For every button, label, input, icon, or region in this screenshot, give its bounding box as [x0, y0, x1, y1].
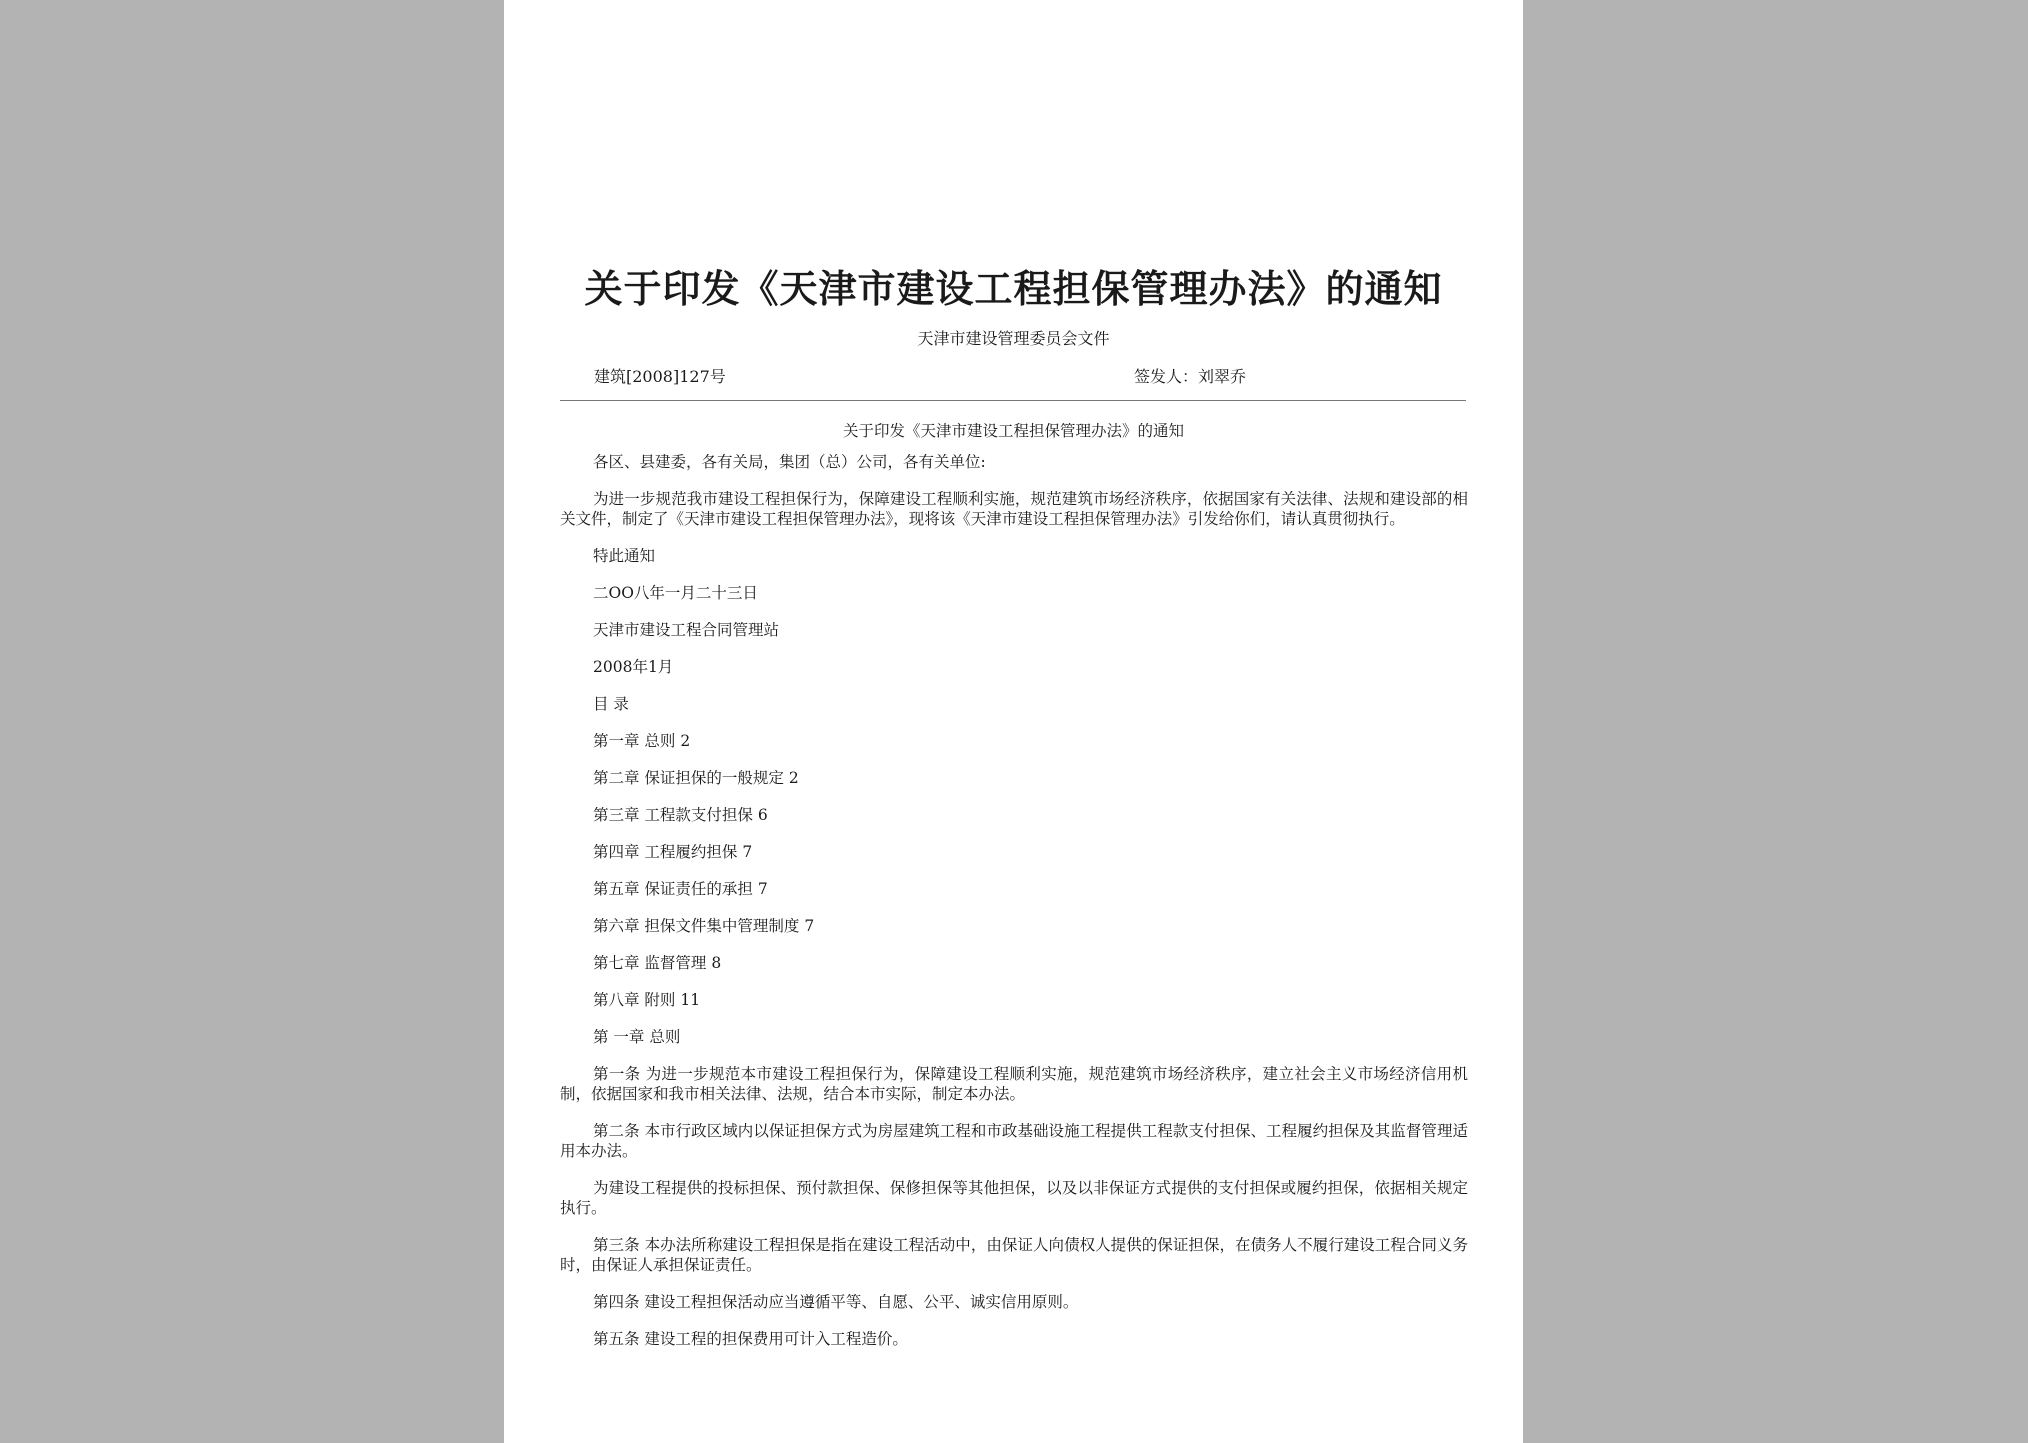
- toc-item: 第七章 监督管理 8: [593, 954, 722, 972]
- chapter-heading: 第 一章 总则: [593, 1028, 681, 1046]
- toc-item: 第一章 总则 2: [593, 732, 691, 750]
- article-paragraph: 第五条 建设工程的担保费用可计入工程造价。: [593, 1330, 908, 1348]
- document-body: [560, 452, 1468, 1366]
- document-title: 关于印发《天津市建设工程担保管理办法》的通知: [584, 266, 1443, 311]
- document-page: [504, 0, 1523, 1443]
- salutation: 各区、县建委，各有关局，集团（总）公司，各有关单位:: [593, 453, 986, 471]
- toc-item: 第三章 工程款支付担保 6: [593, 806, 768, 824]
- document-subtitle: 天津市建设管理委员会文件: [917, 329, 1110, 348]
- notice-line: 特此通知: [593, 547, 656, 565]
- body-title: 关于印发《天津市建设工程担保管理办法》的通知: [842, 422, 1184, 440]
- toc-item: 第五章 保证责任的承担 7: [593, 880, 768, 898]
- document-number: 建筑[2008]127号: [594, 367, 726, 386]
- toc-item: 第四章 工程履约担保 7: [593, 843, 753, 861]
- toc-item: 第八章 附则 11: [593, 991, 701, 1009]
- article-paragraph: 第三条 本办法所称建设工程担保是指在建设工程活动中，由保证人向债权人提供的保证担保，在债务人不履行建设工程合同义务时，由保证人承担保证责任。: [560, 1236, 1468, 1274]
- article-paragraph: 第一条 为进一步规范本市建设工程担保行为，保障建设工程顺利实施，规范建筑市场经济秩序，建立社会主义市场经济信用机制，依据国家和我市相关法律、法规，结合本市实际，制定本办法。: [560, 1065, 1468, 1103]
- issuer-line: 天津市建设工程合同管理站: [593, 621, 780, 639]
- issue-month-line: 2008年1月: [593, 658, 674, 676]
- date-line: 二OO八年一月二十三日: [593, 584, 758, 602]
- article-paragraph: 第四条 建设工程担保活动应当遵循平等、自愿、公平、诚实信用原则。: [593, 1293, 1079, 1311]
- header-divider: [560, 400, 1466, 401]
- toc-heading: 目 录: [593, 695, 629, 713]
- article-paragraph: 为建设工程提供的投标担保、预付款担保、保修担保等其他担保，以及以非保证方式提供的支付担保或履约担保，依据相关规定执行。: [560, 1179, 1468, 1217]
- toc-item: 第二章 保证担保的一般规定 2: [593, 769, 799, 787]
- toc-item: 第六章 担保文件集中管理制度 7: [593, 917, 815, 935]
- article-paragraph: 第二条 本市行政区域内以保证担保方式为房屋建筑工程和市政基础设施工程提供工程款支付担保、工程履约担保及其监督管理适用本办法。: [560, 1122, 1468, 1160]
- document-signer: 签发人：刘翠乔: [1134, 367, 1247, 386]
- intro-paragraph: 为进一步规范我市建设工程担保行为，保障建设工程顺利实施，规范建筑市场经济秩序，依据国家有关法律、法规和建设部的相关文件，制定了《天津市建设工程担保管理办法》，现将该《天津市建设工程担保管理办法》引发给你们，请认真贯彻执行。: [560, 490, 1468, 528]
